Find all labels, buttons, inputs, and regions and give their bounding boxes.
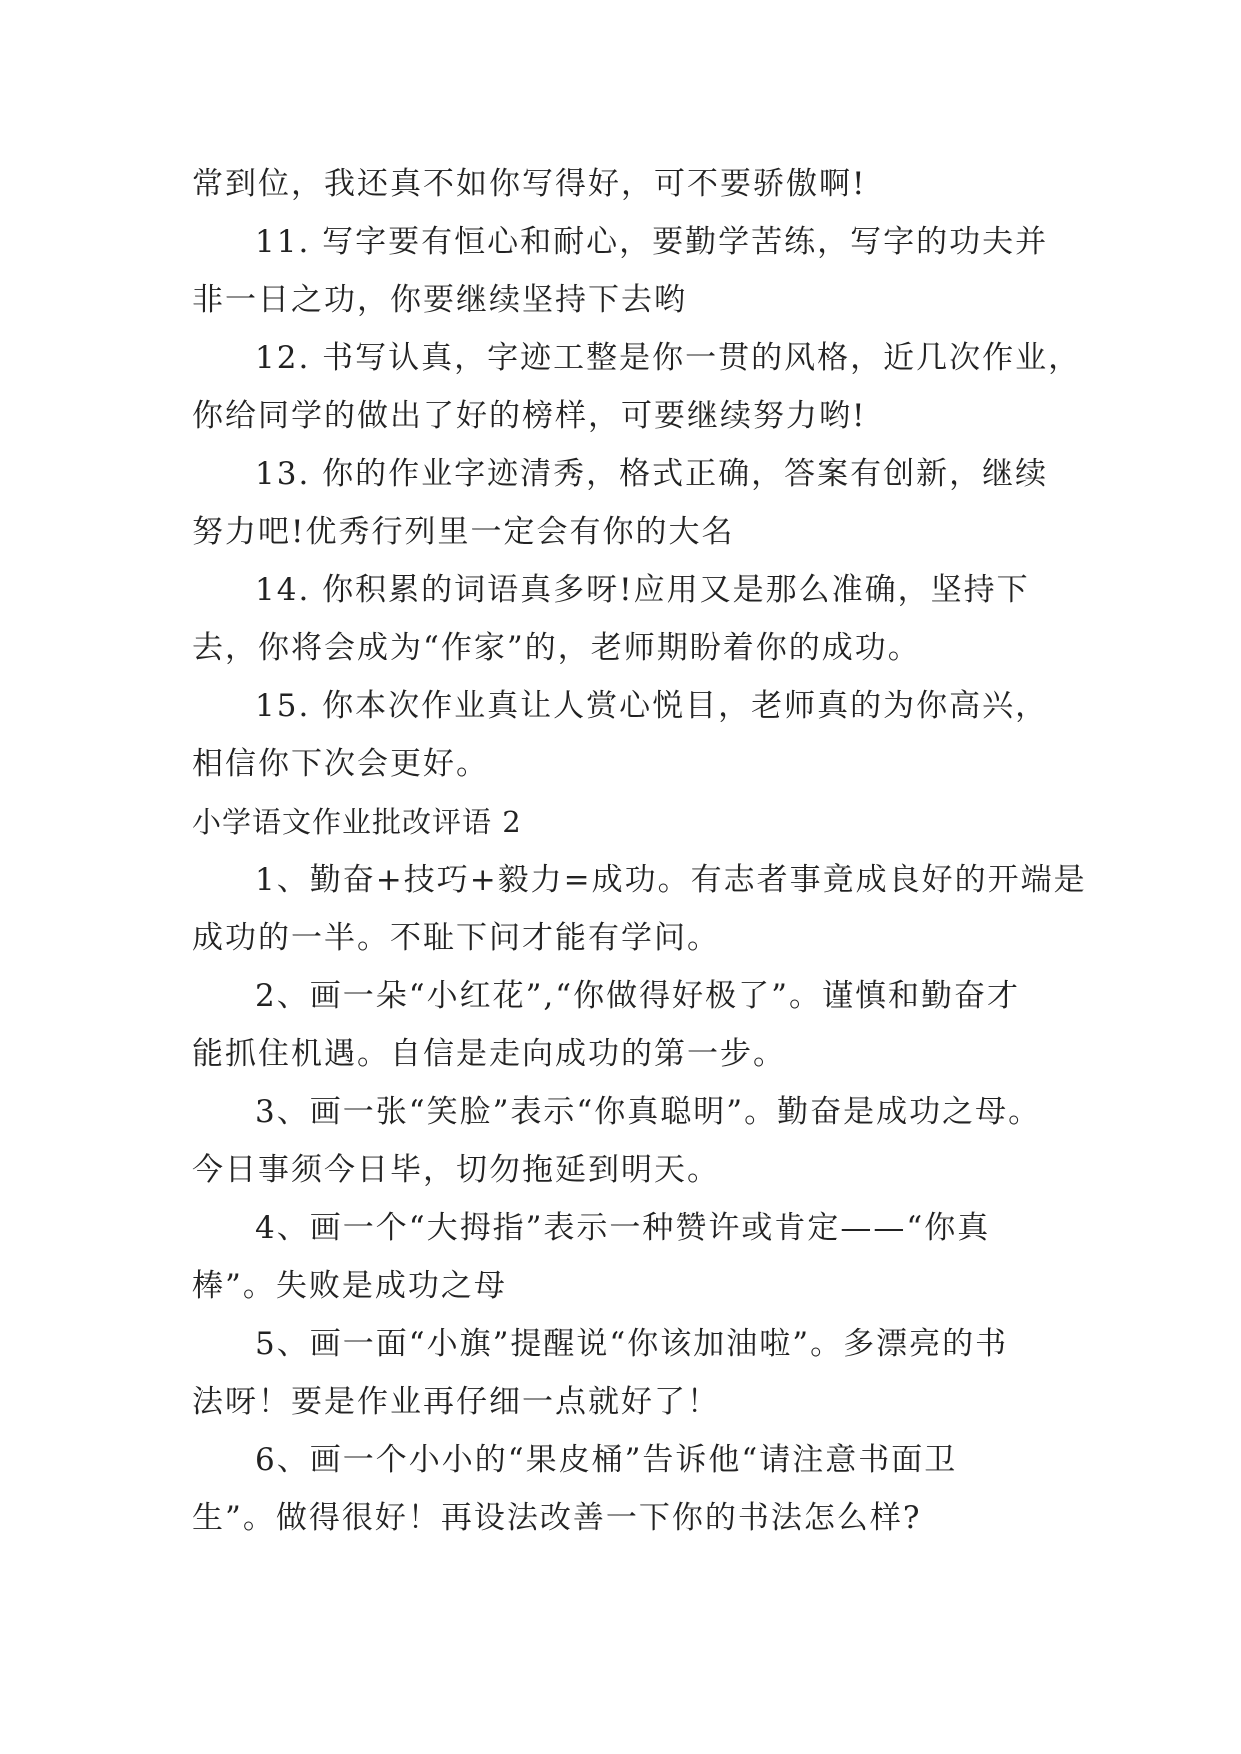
- text-line: 能抓住机遇。自信是走向成功的第一步。: [192, 1036, 786, 1072]
- text-line: 法呀！要是作业再仔细一点就好了！: [192, 1384, 720, 1420]
- text-line: 努力吧!优秀行列里一定会有你的大名: [192, 514, 735, 550]
- text-line: 12. 书写认真，字迹工整是你一贯的风格，近几次作业，: [255, 340, 1082, 376]
- text-line: 相信你下次会更好。: [192, 746, 489, 782]
- text-line: 11. 写字要有恒心和耐心，要勤学苦练，写字的功夫并: [255, 224, 1049, 260]
- text-line: 13. 你的作业字迹清秀，格式正确，答案有创新，继续: [255, 456, 1049, 492]
- section-heading: 小学语文作业批改评语 2: [192, 805, 522, 839]
- text-line: 15. 你本次作业真让人赏心悦目，老师真的为你高兴，: [255, 688, 1049, 724]
- text-line: 3、画一张“笑脸”表示“你真聪明”。勤奋是成功之母。: [255, 1094, 1042, 1130]
- text-line: 棒”。失败是成功之母: [192, 1268, 507, 1304]
- text-line: 5、画一面“小旗”提醒说“你该加油啦”。多漂亮的书: [255, 1326, 1009, 1362]
- text-line: 生”。做得很好！再设法改善一下你的书法怎么样?: [192, 1500, 922, 1536]
- text-line: 4、画一个“大拇指”表示一种赞许或肯定——“你真: [255, 1210, 991, 1246]
- text-line: 常到位，我还真不如你写得好，可不要骄傲啊!: [192, 166, 867, 202]
- text-line: 1、勤奋+技巧+毅力=成功。有志者事竟成良好的开端是: [255, 862, 1087, 898]
- text-line: 成功的一半。不耻下问才能有学问。: [192, 920, 720, 956]
- text-line: 14. 你积累的词语真多呀!应用又是那么准确，坚持下: [255, 572, 1030, 608]
- document-body: [192, 155, 1087, 1547]
- text-line: 你给同学的做出了好的榜样，可要继续努力哟!: [192, 398, 867, 434]
- text-line: 今日事须今日毕，切勿拖延到明天。: [192, 1152, 720, 1188]
- text-line: 2、画一朵“小红花”,“你做得好极了”。谨慎和勤奋才: [255, 978, 1020, 1014]
- text-line: 非一日之功，你要继续坚持下去哟: [192, 282, 687, 318]
- text-line: 去，你将会成为“作家”的，老师期盼着你的成功。: [192, 630, 921, 666]
- text-line: 6、画一个小小的“果皮桶”告诉他“请注意书面卫: [255, 1442, 958, 1478]
